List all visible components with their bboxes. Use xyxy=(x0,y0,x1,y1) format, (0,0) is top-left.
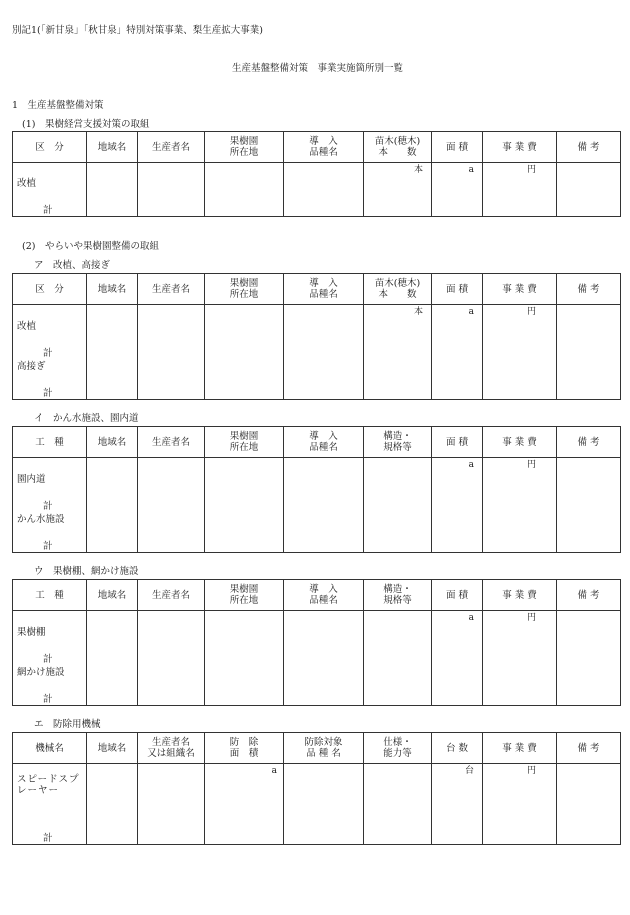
col-header: 生産者名 又は組織名 xyxy=(138,733,205,764)
col-header: 事 業 費 xyxy=(483,427,557,458)
table-cell xyxy=(284,305,364,400)
col-header: 備 考 xyxy=(557,580,621,611)
col-header: 面 積 xyxy=(432,274,483,305)
col-header: 果樹園 所在地 xyxy=(205,580,284,611)
unit-label: 円 xyxy=(526,307,536,317)
table-cell xyxy=(138,611,205,706)
col-header: 苗木(穂木) 本 数 xyxy=(364,132,432,163)
col-header: 防除対象 品 種 名 xyxy=(284,733,364,764)
table-cell xyxy=(557,611,621,706)
table-cell xyxy=(364,764,432,845)
subsection-heading: ウ 果樹棚、網かけ施設 xyxy=(34,566,139,577)
fruit-support-table xyxy=(12,131,621,217)
col-header: 備 考 xyxy=(557,427,621,458)
unit-label: 本 xyxy=(413,165,423,175)
table-cell xyxy=(284,458,364,553)
col-header: 事 業 費 xyxy=(483,274,557,305)
row-label: 計 xyxy=(43,205,53,216)
table-cell xyxy=(138,305,205,400)
table-cell xyxy=(364,163,432,217)
unit-label: a xyxy=(271,766,277,776)
unit-label: a xyxy=(468,307,474,317)
row-label: 網かけ施設 xyxy=(17,667,65,678)
col-header: 導 入 品種名 xyxy=(284,580,364,611)
table-cell xyxy=(205,163,284,217)
unit-label: a xyxy=(468,613,474,623)
table-cell xyxy=(205,611,284,706)
col-header: 事 業 費 xyxy=(483,733,557,764)
col-header: 地域名 xyxy=(87,580,138,611)
table-cell xyxy=(483,305,557,400)
table-cell xyxy=(364,305,432,400)
table-cell xyxy=(138,163,205,217)
table-cell xyxy=(364,611,432,706)
sprayer-table xyxy=(12,732,621,845)
table-cell xyxy=(138,764,205,845)
col-header: 果樹園 所在地 xyxy=(205,427,284,458)
col-header: 面 積 xyxy=(432,132,483,163)
row-label: 園内道 xyxy=(17,474,46,485)
row-label: 計 xyxy=(43,348,53,359)
subsection-heading: (2) やらいや果樹園整備の取組 xyxy=(22,241,159,252)
col-header: 工 種 xyxy=(13,580,87,611)
row-label: 高接ぎ xyxy=(17,361,46,372)
irrigation-table xyxy=(12,426,621,553)
table-cell xyxy=(364,458,432,553)
unit-label: 台 xyxy=(464,766,474,776)
col-header: 生産者名 xyxy=(138,427,205,458)
col-header: 構造・ 規格等 xyxy=(364,580,432,611)
col-header: 生産者名 xyxy=(138,274,205,305)
unit-label: 円 xyxy=(526,460,536,470)
unit-label: 円 xyxy=(526,766,536,776)
row-label: 改植 xyxy=(17,178,37,189)
table-cell xyxy=(205,458,284,553)
row-label-cell xyxy=(13,458,87,553)
col-header: 構造・ 規格等 xyxy=(364,427,432,458)
col-header: 導 入 品種名 xyxy=(284,274,364,305)
table-cell xyxy=(205,305,284,400)
table-cell xyxy=(557,458,621,553)
col-header: 果樹園 所在地 xyxy=(205,132,284,163)
col-header: 備 考 xyxy=(557,274,621,305)
subsection-heading: ア 改植、高接ぎ xyxy=(34,260,111,271)
col-header: 生産者名 xyxy=(138,132,205,163)
unit-label: 本 xyxy=(413,307,423,317)
row-label: 計 xyxy=(43,388,53,399)
table-cell xyxy=(432,305,483,400)
col-header: 地域名 xyxy=(87,274,138,305)
replant-table xyxy=(12,273,621,400)
table-cell xyxy=(483,611,557,706)
table-cell xyxy=(483,764,557,845)
row-label: 計 xyxy=(43,694,53,705)
col-header: 苗木(穂木) 本 数 xyxy=(364,274,432,305)
col-header: 面 積 xyxy=(432,427,483,458)
table-cell xyxy=(205,764,284,845)
table-cell xyxy=(138,458,205,553)
unit-label: 円 xyxy=(526,165,536,175)
row-label: 計 xyxy=(43,501,53,512)
table-cell xyxy=(284,163,364,217)
table-cell xyxy=(483,458,557,553)
col-header: 備 考 xyxy=(557,733,621,764)
unit-label: 円 xyxy=(526,613,536,623)
table-cell xyxy=(432,764,483,845)
col-header: 防 除 面 積 xyxy=(205,733,284,764)
col-header: 面 積 xyxy=(432,580,483,611)
col-header: 仕様・ 能力等 xyxy=(364,733,432,764)
col-header: 機械名 xyxy=(13,733,87,764)
col-header: 事 業 費 xyxy=(483,580,557,611)
row-label-cell xyxy=(13,163,87,217)
annex-label: 別記1(「新甘泉」「秋甘泉」特別対策事業、梨生産拡大事業) xyxy=(12,25,263,36)
col-header: 地域名 xyxy=(87,427,138,458)
table-cell xyxy=(284,764,364,845)
subsection-heading: エ 防除用機械 xyxy=(34,719,101,730)
row-label: スピードスプ レーヤー xyxy=(17,774,80,796)
row-label: かん水施設 xyxy=(17,514,65,525)
section-heading: 1 生産基盤整備対策 xyxy=(12,100,104,111)
table-cell xyxy=(432,611,483,706)
col-header: 生産者名 xyxy=(138,580,205,611)
col-header: 導 入 品種名 xyxy=(284,427,364,458)
row-label-cell xyxy=(13,611,87,706)
col-header: 工 種 xyxy=(13,427,87,458)
col-header: 台 数 xyxy=(432,733,483,764)
col-header: 地域名 xyxy=(87,733,138,764)
table-cell xyxy=(557,764,621,845)
table-cell xyxy=(483,163,557,217)
col-header: 区 分 xyxy=(13,274,87,305)
table-cell xyxy=(87,764,138,845)
col-header: 区 分 xyxy=(13,132,87,163)
col-header: 備 考 xyxy=(557,132,621,163)
unit-label: a xyxy=(468,460,474,470)
table-cell xyxy=(87,305,138,400)
subsection-heading: (1) 果樹経営支援対策の取組 xyxy=(22,119,150,130)
page-title: 生産基盤整備対策 事業実施箇所別一覧 xyxy=(232,63,404,74)
row-label: 計 xyxy=(43,833,53,844)
table-cell xyxy=(87,163,138,217)
table-cell xyxy=(557,305,621,400)
row-label-cell xyxy=(13,764,87,845)
row-label: 果樹棚 xyxy=(17,627,46,638)
trellis-table xyxy=(12,579,621,706)
row-label: 改植 xyxy=(17,321,37,332)
col-header: 事 業 費 xyxy=(483,132,557,163)
col-header: 地域名 xyxy=(87,132,138,163)
table-cell xyxy=(284,611,364,706)
unit-label: a xyxy=(468,165,474,175)
table-cell xyxy=(87,611,138,706)
col-header: 果樹園 所在地 xyxy=(205,274,284,305)
table-cell xyxy=(432,458,483,553)
row-label: 計 xyxy=(43,654,53,665)
row-label-cell xyxy=(13,305,87,400)
table-cell xyxy=(87,458,138,553)
table-cell xyxy=(557,163,621,217)
col-header: 導 入 品種名 xyxy=(284,132,364,163)
table-cell xyxy=(432,163,483,217)
row-label: 計 xyxy=(43,541,53,552)
subsection-heading: イ かん水施設、園内道 xyxy=(34,413,139,424)
